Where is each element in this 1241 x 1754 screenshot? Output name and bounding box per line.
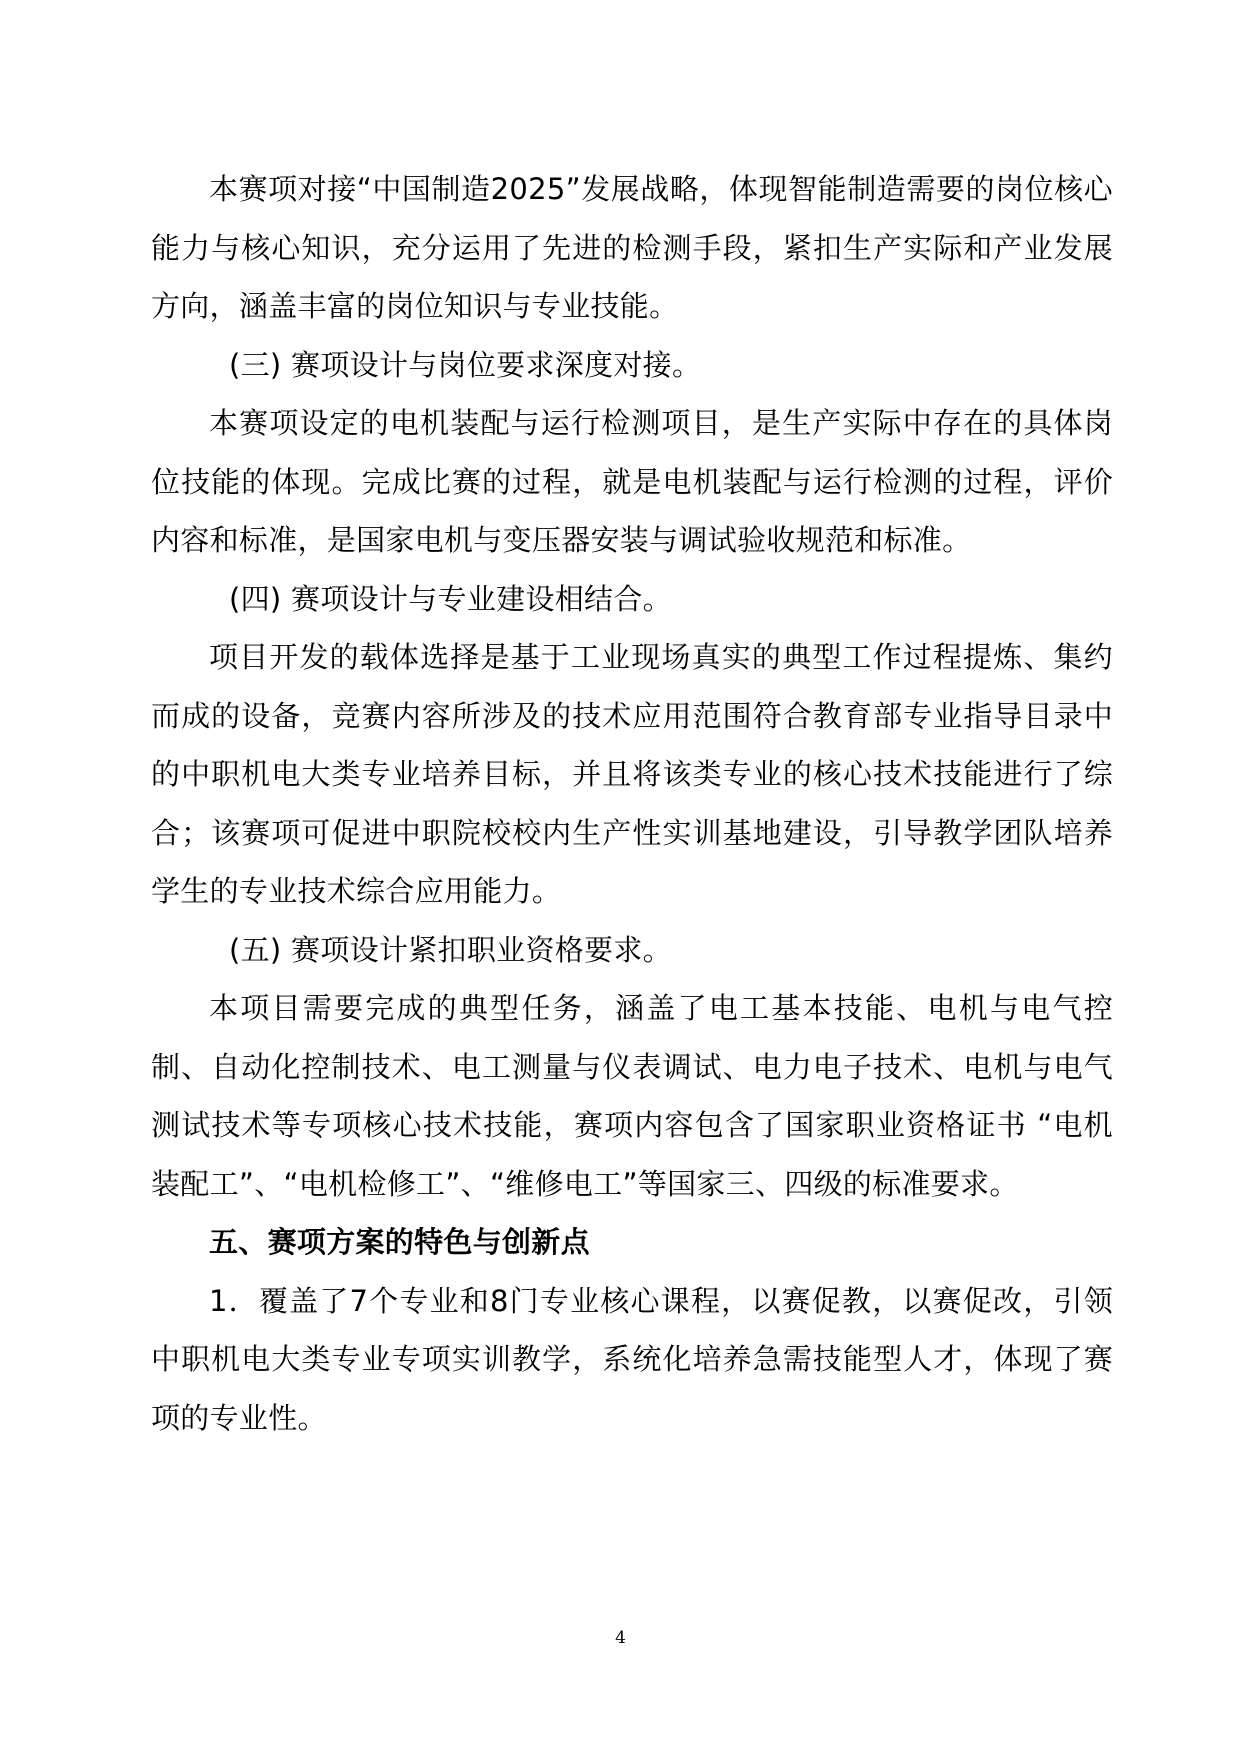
paragraph-typical-tasks: 本项目需要完成的典型任务，涵盖了电工基本技能、电机与电气控制、自动化控制技术、电工测量与仪表调试、电力电子技术、电机与电气测试技术等专项核心技术技能，赛项内容包含了国家职业资格证书 “电机装配工”、“电机检修工”、“维修电工”等国家三、四级的标准要求。 [151,991,1113,1201]
paragraph-motor-assembly: 本赛项设定的电机装配与运行检测项目，是生产实际中存在的具体岗位技能的体现。完成比赛的过程，就是电机装配与运行检测的过程，评价内容和标准，是国家电机与变压器安装与调试验收规范和标准。 [151,406,1113,557]
subheading-job-requirements: (三) 赛项设计与岗位要求深度对接。 [229,347,702,382]
section-heading-features: 五、赛项方案的特色与创新点 [209,1225,590,1259]
paragraph-project-development: 项目开发的载体选择是基于工业现场真实的典型工作过程提炼、集约而成的设备，竞赛内容所涉及的技术应用范围符合教育部专业指导目录中的中职机电大类专业培养目标，并且将该类专业的核心技术技能进行了综合；该赛项可促进中职院校校内生产性实训基地建设，引导教学团队培养学生的专业技术综合应用能力。 [151,640,1113,908]
subheading-vocational-qualification: (五) 赛项设计紧扣职业资格要求。 [229,932,672,967]
document-body [151,160,1113,1447]
paragraph-feature-one: 1．覆盖了7个专业和8门专业核心课程，以赛促教，以赛促改，引领中职机电大类专业专项实训教学，系统化培养急需技能型人才，体现了赛项的专业性。 [151,1283,1113,1435]
subheading-specialty-construction: (四) 赛项设计与专业建设相结合。 [229,581,672,616]
page-number: 4 [615,1628,626,1648]
paragraph-strategy: 本赛项对接“中国制造2025”发展战略，体现智能制造需要的岗位核心能力与核心知识，充分运用了先进的检测手段，紧扣生产实际和产业发展方向，涵盖丰富的岗位知识与专业技能。 [151,172,1113,323]
